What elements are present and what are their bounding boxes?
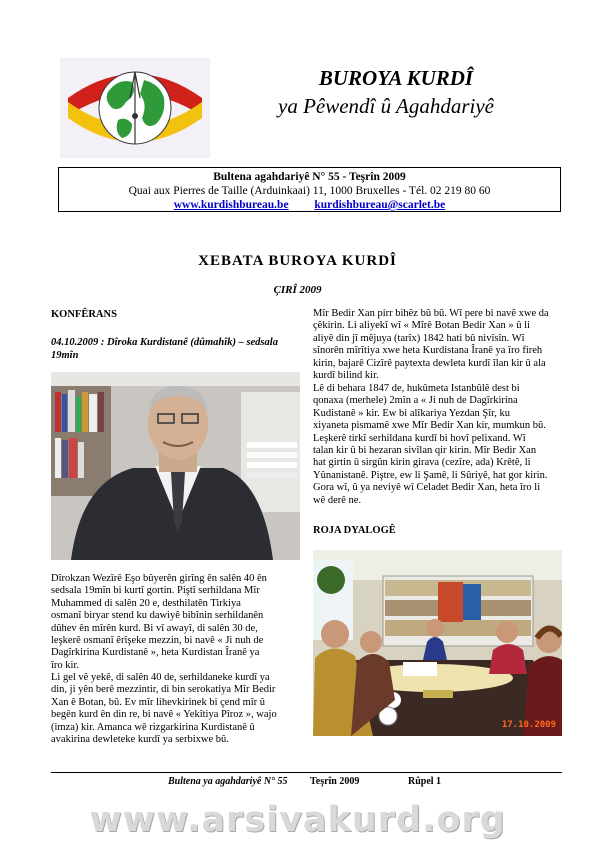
bulletin-info-box [58,167,561,212]
kurdish-bureau-logo [60,58,210,158]
text-line: Muhammed di salên 20 e, desthilatên Tirkiya [51,597,241,609]
footer-page: Rûpel 1 [408,776,442,787]
text-line: talan kir û bi hezaran sivîlan qir kirin. Mîr Bedir Xan [313,445,537,457]
right-paragraph-1 [313,308,562,382]
text-line: îro kir. [51,659,79,671]
text-line: Gora wî, û ya neviyê wî Celadet Bedir Xan, heta îro li [313,482,541,494]
photo-date-stamp: 17.10.2009 [501,720,556,730]
text-line: leşkerê osmanî êrîşeke mezzin, bi navê « Ji nuh de [51,635,264,647]
footer-month: Teşrîn 2009 [310,776,360,787]
dialogue-meeting-photo [313,550,562,736]
event-title-line: 19mîn [51,350,79,361]
conference-heading: KONFÊRANS [51,309,117,320]
bulletin-address: Quai aux Pierres de Taille (Arduinkaai) 11, 1000 Bruxelles - Tél. 02 219 80 60 [128,185,491,197]
text-line: aliyê din jî mêjuya (tarîx) 1842 hati bû nivîsîn. Wî [313,332,525,344]
text-line: Leşkerê tirkî serhildana kurdî bi hovî pelixand. Wî [313,432,526,444]
text-line: qonaxa (merhele) 2mîn a « Ji nuh de Dagîrkirina [313,395,518,407]
text-line: Mîr Bedir Xan pirr bihêz bû bû. Wî pere bi navê xwe da [313,308,549,319]
text-line: avakirina dewleteke kurdî ya serbixwe bû. [51,734,229,746]
text-line: begên kurd ên din re, bi navê « Yekîtiya Pîroz », wajo [51,709,277,721]
text-line: hat girtin û sirgûn kirin girava (cezîre, ada) Krêtê, li [313,457,531,469]
text-line: wê derê ne. [313,494,362,506]
text-line: kurdî bilind kir. [313,370,379,382]
footer-rule [51,772,562,773]
text-line: Yûnanistanê. Piştre, ew li Şamê, li Sûriyê, hat gor kirin. [313,469,548,481]
section-title: XEBATA BUROYA KURDÎ [198,253,397,269]
text-line: dûhev ên mîrên kurd. Bi vî awayî, di salên 30 de, [51,622,258,634]
text-line: (imza) kir. Amanca wê rizgarkirina Kurdistanê û [51,721,255,733]
text-line: Kudistanê » kir. Ew bi alîkariya Yezdan Şîr, ku [313,407,511,419]
text-line: çêkirin. Li aliyekî wî « Mîrê Botan Bedir Xan » û li [313,320,530,332]
text-line: sedsala 19mîn bi kurtî gortin. Piştî serhildana Mîr [51,585,260,597]
left-paragraph-1 [51,573,300,672]
left-paragraph-2 [51,672,300,746]
text-line: kirin, bajarê Cizîrê paytexta dewleta kurdî îlan kir û ala [313,357,546,369]
text-line: xiyaneta pismamê xwe Mîr Bedir Xan kir, mumkun bû. [313,420,546,432]
masthead-subtitle: ya Pêwendî û Agahdariyê [278,94,494,118]
archive-watermark: www.arsivakurd.org [89,800,506,840]
footer-bulletin: Bultena ya agahdariyê N° 55 [168,776,288,787]
text-line: Xan ê Botan, bû. Ev mîr lihevkirinek bi çend mîr û [51,696,266,708]
dialogue-day-heading: ROJA DYALOGÊ [313,525,396,536]
right-paragraph-2 [313,383,562,507]
event-title-line: 04.10.2009 : Dîroka Kurdistanê (dûmahîk) – sedsala [51,337,278,348]
bulletin-number: Bultena agahdariyê N° 55 - Teşrîn 2009 [213,171,406,183]
event-title [51,336,300,362]
section-month: ÇIRÎ 2009 [273,284,322,296]
email-link[interactable]: kurdishbureau@scarlet.be [314,199,446,211]
text-line: din, ji yên berê mezzintir, di bin serokatiya Mîr Bedir [51,684,276,696]
text-line: Dîrokzan Wezîrê Eşo bûyerên girîng ên salên 40 ên [51,573,267,584]
text-line: Dagîrkirina Kurdistanê », heta Kurdistan Îranê ya [51,647,260,659]
text-line: Li gel vê yekê, di salên 40 de, serhildaneke kurdî ya [51,672,270,683]
website-link[interactable]: www.kurdishbureau.be [173,199,289,211]
text-line: sînorên mîrîtiya xwe heta Kurdistana Îranê ya îro fireh [313,345,543,357]
masthead-title: BUROYA KURDÎ [318,66,474,90]
speaker-photo [51,372,300,560]
text-line: Lê di behara 1847 de, hukûmeta Istanbûlê dest bi [313,383,520,394]
text-line: osmanî biryar stend ku dawiyê bibînin serhildanên [51,610,264,622]
